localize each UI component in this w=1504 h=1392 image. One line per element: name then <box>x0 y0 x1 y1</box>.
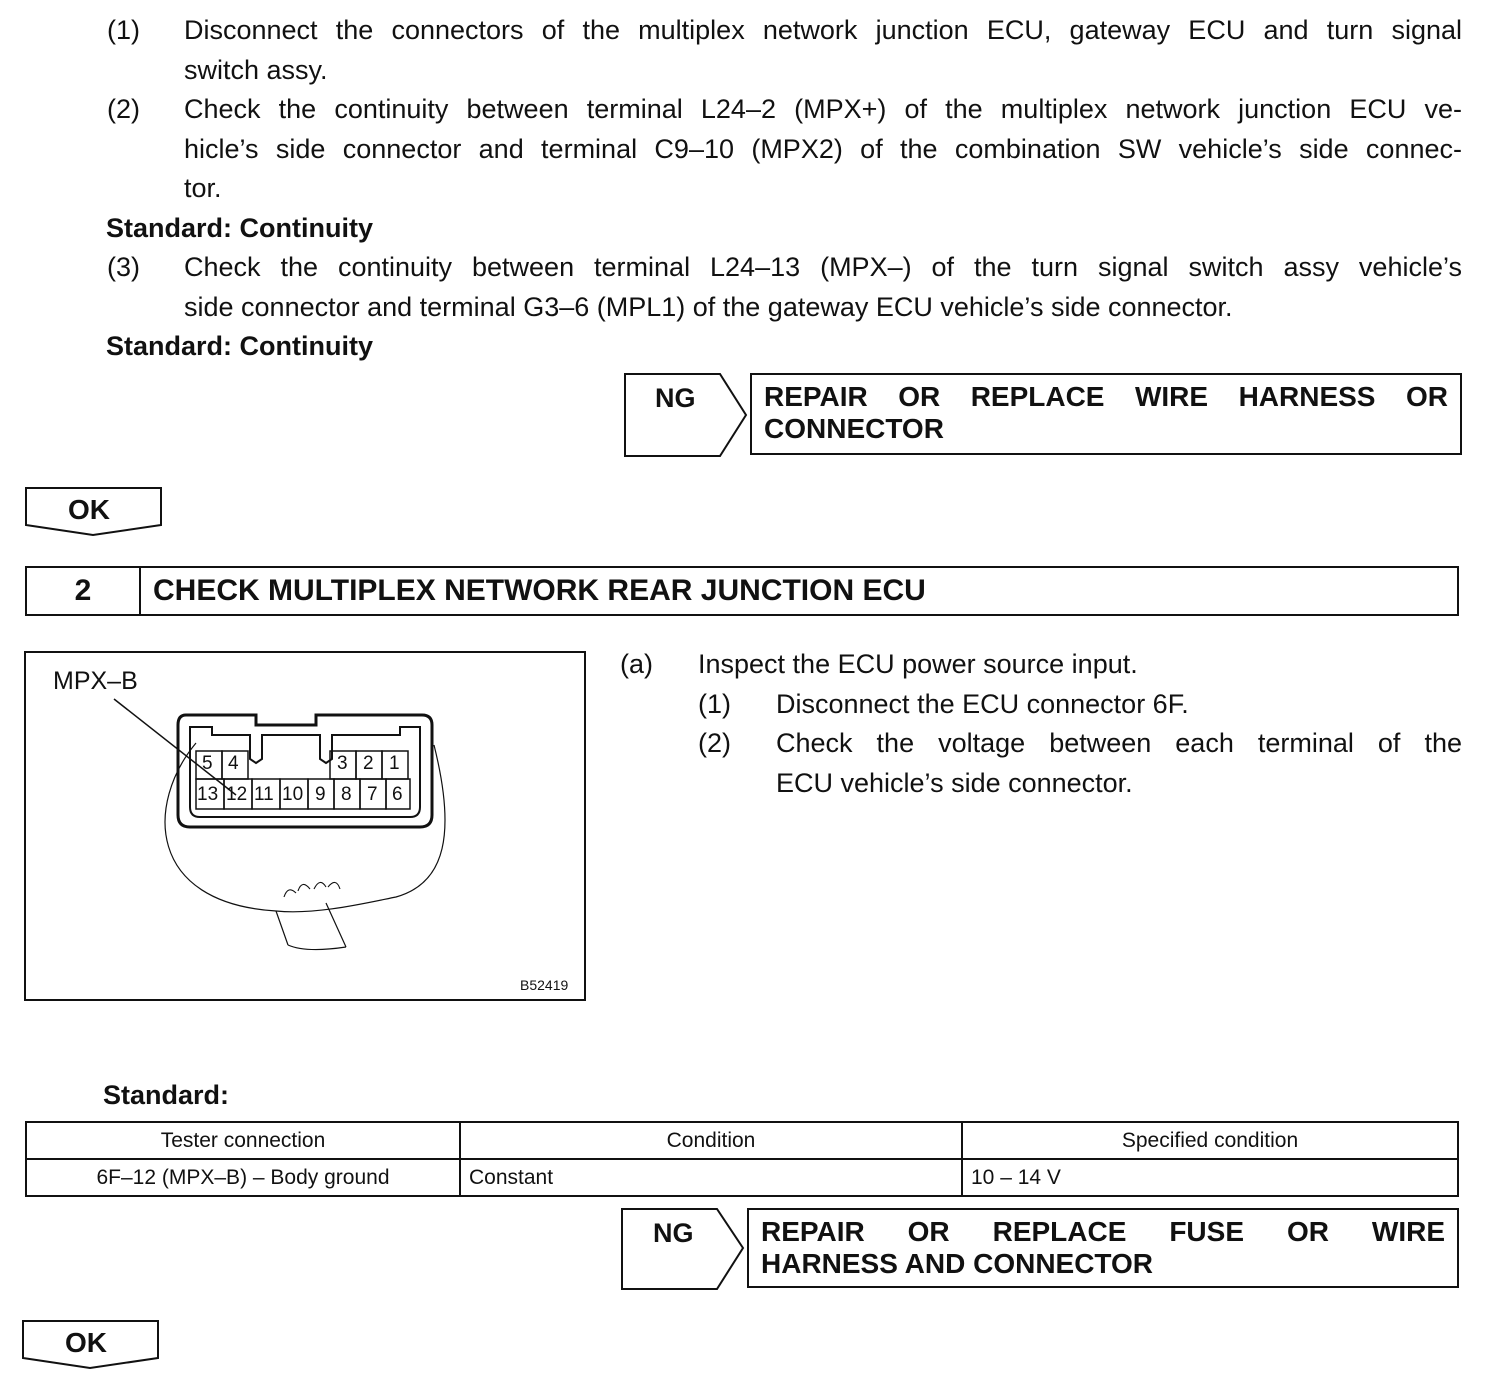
ng-result-box <box>747 1208 1459 1288</box>
text-line: switch assy. <box>184 54 328 85</box>
step-header <box>25 566 1459 616</box>
column-header: Specified condition <box>962 1122 1458 1159</box>
standard-continuity-1: Standard: Continuity <box>106 213 373 243</box>
pin-number: 7 <box>367 784 378 805</box>
result-word: OR <box>907 1216 950 1247</box>
result-line-2: CONNECTOR <box>764 413 944 444</box>
step-a-text: Inspect the ECU power source input. <box>698 649 1138 679</box>
connector-diagram <box>26 653 584 999</box>
text-line: Check the voltage between each terminal of the <box>776 728 1462 758</box>
pin-number: 4 <box>228 753 239 774</box>
result-word: REPAIR <box>764 381 868 412</box>
pin-label: MPX–B <box>53 667 138 695</box>
table-header-row <box>26 1122 1458 1159</box>
sub-step-text <box>776 724 1462 803</box>
ng-label: NG <box>655 383 696 413</box>
result-word: REPAIR <box>761 1216 865 1247</box>
result-line-2: HARNESS AND CONNECTOR <box>761 1248 1154 1279</box>
table-cell: Constant <box>460 1159 962 1196</box>
table-cell: 10 – 14 V <box>962 1159 1458 1196</box>
text-line: ECU vehicle’s side connector. <box>776 767 1133 798</box>
step-a-label: (a) <box>620 649 653 679</box>
pin-number: 11 <box>254 784 274 805</box>
connector-figure <box>24 651 586 1001</box>
result-word: HARNESS <box>1238 381 1376 412</box>
text-line: side connector and terminal G3–6 (MPL1) of the gateway ECU vehicle’s side connector. <box>184 291 1233 322</box>
figure-code: B52419 <box>520 977 569 993</box>
result-word: WIRE <box>1371 1216 1445 1247</box>
text-line: hicle’s side connector and terminal C9–10 (MPX2) of the combination SW vehicle’s side connec- <box>184 133 1462 164</box>
item-number: (1) <box>107 15 140 45</box>
text-line: tor. <box>184 173 222 203</box>
text-line: Check the continuity between terminal L24–2 (MPX+) of the multiplex network junction ECU ve- <box>184 94 1462 124</box>
pin-number: 9 <box>315 784 326 805</box>
result-word: REPLACE <box>970 381 1105 412</box>
item-text <box>184 11 1462 90</box>
result-word: REPLACE <box>992 1216 1127 1247</box>
result-word: FUSE <box>1169 1216 1245 1247</box>
item-number: (2) <box>107 94 140 124</box>
ng-result-box <box>750 373 1462 455</box>
sub-step-number: (1) <box>698 689 731 719</box>
pin-number: 8 <box>341 784 352 805</box>
column-header: Condition <box>460 1122 962 1159</box>
pin-number: 6 <box>392 784 403 805</box>
pin-number: 10 <box>282 784 304 805</box>
text-line: Disconnect the connectors of the multiplex network junction ECU, gateway ECU and turn signal <box>184 15 1462 45</box>
ng-label: NG <box>653 1218 694 1248</box>
standard-continuity-2: Standard: Continuity <box>106 331 373 361</box>
table-cell: 6F–12 (MPX–B) – Body ground <box>26 1159 460 1196</box>
sub-step-number: (2) <box>698 728 731 758</box>
step-title: CHECK MULTIPLEX NETWORK REAR JUNCTION ECU <box>153 574 926 607</box>
spec-table <box>25 1121 1459 1197</box>
result-line-1 <box>764 381 1448 413</box>
item-text <box>184 248 1462 327</box>
pin-number: 13 <box>197 784 219 805</box>
result-word: OR <box>898 381 941 412</box>
text-line: Check the continuity between terminal L24–13 (MPX–) of the turn signal switch assy vehicle’s <box>184 252 1462 282</box>
pin-number: 1 <box>389 753 400 774</box>
ok-label: OK <box>68 494 110 525</box>
item-text <box>184 90 1462 209</box>
pin-number: 3 <box>337 753 348 774</box>
item-number: (3) <box>107 252 140 282</box>
column-header: Tester connection <box>26 1122 460 1159</box>
result-word: WIRE <box>1134 381 1209 412</box>
step-number: 2 <box>27 568 141 614</box>
result-line-1 <box>761 1216 1445 1248</box>
table-row <box>26 1159 1458 1196</box>
result-word: OR <box>1286 1216 1329 1247</box>
pin-number: 2 <box>363 753 374 774</box>
result-word: OR <box>1405 381 1448 412</box>
standard-label: Standard: <box>103 1080 230 1110</box>
ok-label: OK <box>65 1327 107 1358</box>
sub-step-text: Disconnect the ECU connector 6F. <box>776 689 1189 719</box>
pin-number: 12 <box>226 784 248 805</box>
pin-number: 5 <box>202 753 213 774</box>
